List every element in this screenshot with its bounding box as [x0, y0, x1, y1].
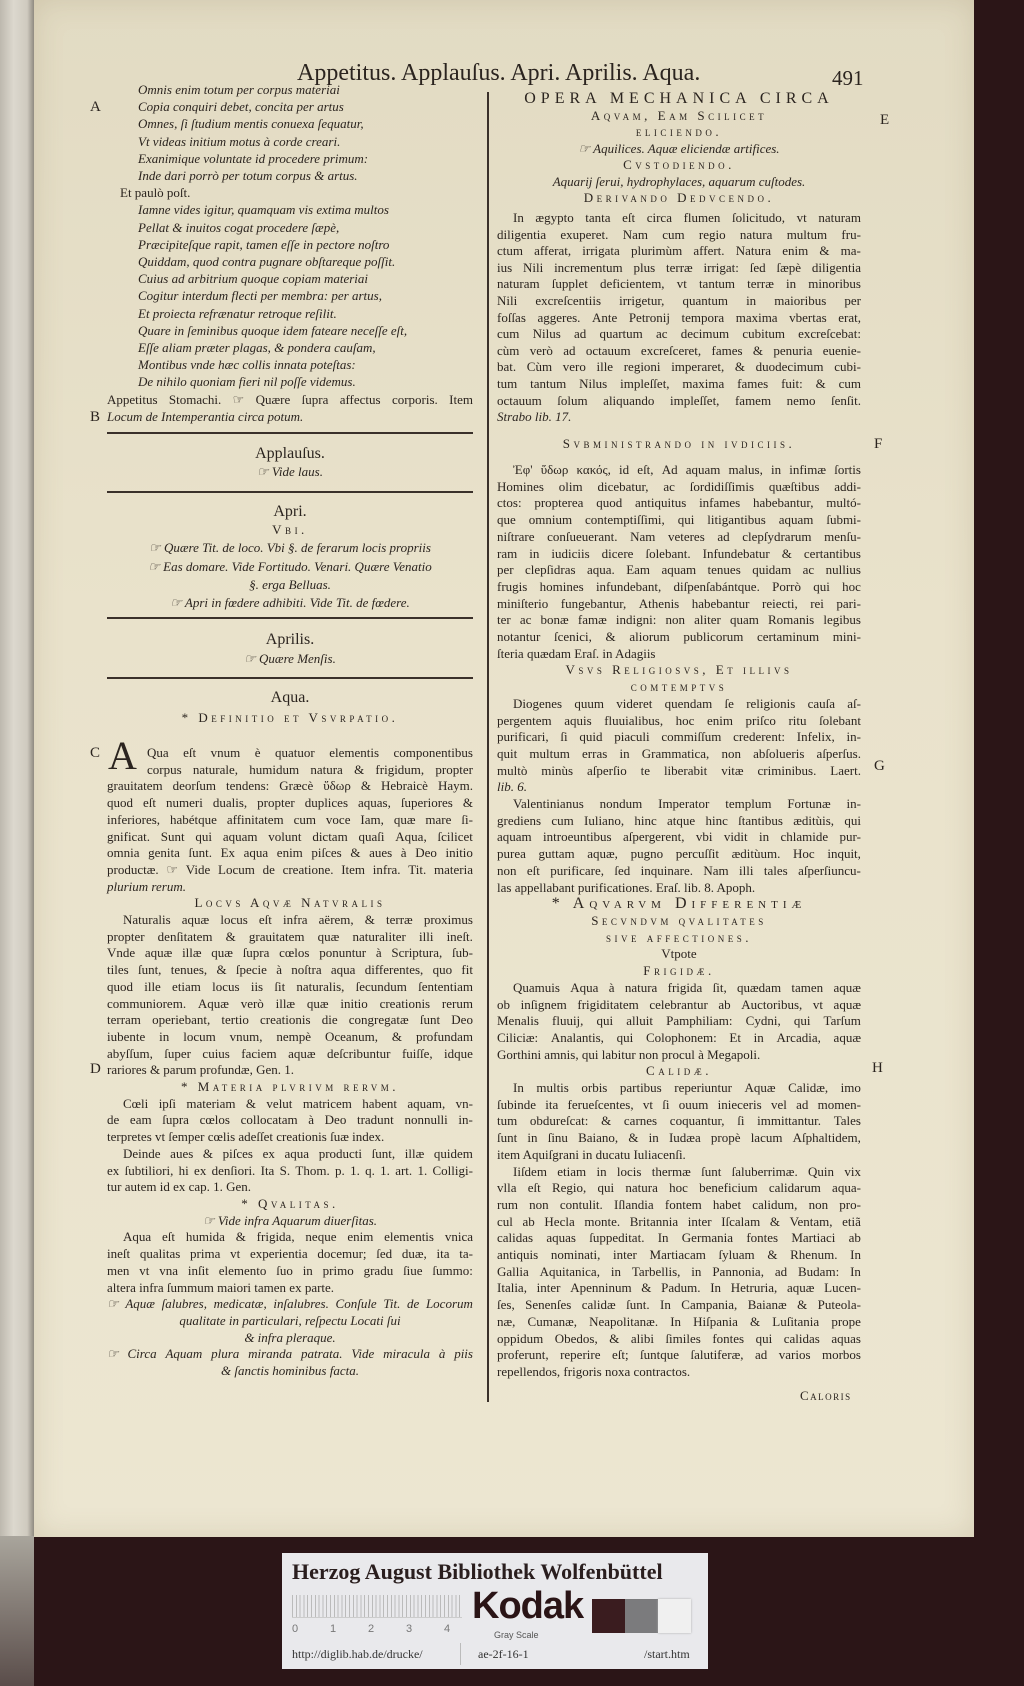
text-line: rum non contulit. Iſlandia fontem habet calidum, non pro-	[497, 1196, 861, 1212]
text-line: Appetitus Stomachi. ☞ Quære ſupra affectus corporis. Item	[107, 391, 473, 407]
section-rule	[107, 491, 473, 493]
text-line: Menalis fluuij, qui alluit Pamphiliam: Cydni, qui Tarſum	[497, 1013, 861, 1029]
text-line: tum obdureſcat: & carnes coquantur, ſi immittantur. Tales	[497, 1113, 861, 1129]
library-name: Herzog August Bibliothek Wolfenbüttel	[292, 1559, 663, 1584]
text-line: Quiddam, quod contra pugnare obſtareque poſſit.	[138, 254, 396, 270]
text-line: que omnium contemptiſſimi, qui litigantibus aquam ſubmi-	[497, 512, 861, 528]
text-line: Vsvs Religiosvs, Et illivs	[565, 662, 793, 678]
text-line: ☞ Apri in fœdere adhibiti. Vide Tit. de fœdere.	[170, 595, 410, 611]
text-line: diligentia exuperet. Nam cum regio natura multum fru-	[497, 226, 861, 242]
section-aprilis	[107, 630, 473, 668]
text-line: purificari, ſi quid piaculi commiſſum crederent: Infelix, in-	[497, 729, 861, 745]
section-rule	[107, 677, 473, 679]
text-line: gnificat. Sunt qui aquam volunt dictam quaſi Aqua, ſcilicet	[107, 828, 473, 844]
shelfmark: ae-2f-16-1	[478, 1647, 529, 1661]
text-line: ius Nili incrementum plus terræ irrigat: ſed ſæpè diligentia	[497, 259, 861, 275]
url-end: /start.htm	[644, 1647, 690, 1661]
ruler-number: 1	[330, 1623, 337, 1635]
text-line: Apri.	[273, 503, 307, 520]
margin-letter-a: A	[90, 99, 101, 115]
margin-letter-h: H	[872, 1060, 883, 1076]
text-line: tur autem id ex cap. 1. Gen.	[107, 1179, 252, 1195]
text-line: * Definitio et Vsvrpatio.	[181, 710, 399, 725]
text-line: ob inſignem frigiditatem celebrantur ab Auctoribus, vt aquæ	[497, 996, 861, 1012]
ruler-number: 0	[292, 1623, 299, 1635]
text-line: Secvndvm qvalitates	[591, 912, 767, 928]
text-line: Iiſdem etiam in locis thermæ ſunt ſaluberrimæ. Quin vix	[513, 1163, 861, 1179]
text-line: purea guttam aquæ, pugno percuſſit æditùum. Hoc inquit,	[497, 846, 861, 862]
text-line: niſtrare conſueuerant. Nam veteres ad clepſydrarum menſu-	[497, 528, 861, 544]
text-line: Gallia Aquitanica, in Tarbellis, in Pannonia, ad Budam: In	[497, 1263, 861, 1279]
text-line: communiorem. Aquæ verò illæ quæ initio creationis rerum	[107, 995, 473, 1011]
text-line: lib. 6.	[497, 779, 527, 795]
label-separator	[460, 1643, 461, 1665]
ruler-number: 3	[406, 1623, 413, 1635]
text-line: ☞ Aquilices. Aquæ eliciendæ artifices.	[578, 140, 780, 156]
text-line: Vnde aquæ illæ quæ ſupra cœlos ponuntur à Scriptura, ſub-	[107, 945, 473, 961]
section-apri	[107, 503, 473, 612]
text-line: cum Nilus ad quartum ac decimum cubitum excreſcebat:	[497, 326, 861, 342]
text-line: vlla eſt Regio, qui natura hoc beneficium calidarum aqua-	[497, 1180, 861, 1196]
book-gutter-shadow	[0, 1536, 34, 1686]
text-line: ſubinde ita ferueſcentes, vt ſi ouum inieceris vel ad momen-	[497, 1096, 861, 1112]
aqua-text	[107, 745, 473, 1380]
text-line: proferunt, reperire eſt; ſuntque ſalutiferæ, ad varios morbos	[497, 1347, 861, 1363]
text-line: * Qvalitas.	[241, 1195, 339, 1211]
verse-block	[107, 81, 473, 425]
text-line: Aprilis.	[265, 631, 315, 648]
text-line: Diogenes quum videret quendam ſe religionis cauſa aſ-	[513, 695, 861, 711]
text-line: omnia genita ſunt. Ex aqua enim piſces & aues à Deo initio	[107, 845, 473, 861]
text-line: Copia conquiri debet, concita per artus	[138, 99, 344, 115]
text-line: rariores & parum profundæ, Gen. 1.	[107, 1062, 295, 1078]
text-line: In ægypto tanta eſt circa flumen ſolicitudo, vt naturam	[513, 210, 861, 225]
text-line: ctos: propterea quod antiquitus infames habebantur, multó-	[497, 495, 861, 511]
text-line: Cogitur interdum flecti per membra: per artus,	[138, 288, 382, 304]
text-line: Aqvam, Eam Scilicet	[590, 107, 768, 123]
opera-mechanica-headings	[497, 91, 861, 207]
text-line: Svbministrando in ivdiciis.	[562, 436, 796, 451]
text-line: altera infra ſummum maiori tamen ex parte.	[107, 1279, 335, 1295]
ruler-number: 2	[368, 1623, 375, 1635]
text-line: ☞ Quære Tit. de loco. Vbi §. de ferarum locis propriis	[149, 540, 431, 556]
text-line: Locvs Aqvæ Natvralis	[194, 895, 386, 911]
text-line: Omnes, ſi ſtudium mentis conuexa ſequatur,	[138, 116, 364, 132]
text-line: eliciendo.	[635, 124, 723, 139]
text-line: item Aquiſgrani in ducatu Iuliacenſi.	[497, 1146, 686, 1162]
text-line: Strabo lib. 17.	[497, 409, 572, 425]
text-line: Eſſe aliam præter plagas, & pondera cauſam,	[138, 340, 376, 356]
catchword: Caloris	[800, 1388, 852, 1403]
text-line: ſunt in ſinu Baiano, & in Iudæa propè lacum Aſphaltidem,	[497, 1130, 861, 1146]
text-line: ſteria quædam Eraſ. in Adagiis	[497, 645, 656, 661]
text-line: octauum ſolum aliquando impleſſet, famem nemo ſenſit.	[497, 392, 861, 408]
text-line: ☞ Quære Menſis.	[244, 651, 336, 666]
text-line: ter ac bonæ famæ indigni: non aliter quam Romanis legibus	[497, 612, 861, 628]
text-line: Vt videas initium motus à corde creari.	[138, 133, 341, 149]
text-line: terram operiebant, tertio creationis die congregatæ ſunt Deo	[107, 1012, 473, 1028]
text-line: Qua eſt vnum è quatuor elementis componentibus	[147, 745, 473, 760]
text-line: Locum de Intemperantia circa potum.	[107, 408, 304, 424]
text-line: ineſt qualitas prima vt experientia docemur; ſed duæ, ita ta-	[107, 1246, 473, 1262]
text-line: ram in iudiciis dicere ſolebant. Infundebatur & certantibus	[497, 545, 861, 561]
text-line: Calidæ.	[646, 1063, 712, 1079]
text-line: Applauſus.	[255, 445, 325, 462]
text-line: Iamne vides igitur, quamquam vis extima multos	[138, 202, 389, 218]
text-line: tum tantum Nilus impleſſet, maxima fames fuit: & cum	[497, 375, 861, 391]
text-line: OPERA MECHANICA CIRCA	[524, 90, 834, 107]
text-line: calidas aquas ſuppeditat. In Germania fontes Martiaci ab	[497, 1230, 861, 1246]
text-line: ex ſubtiliori, hi ex denſiori. Ita S. Thom. p. 1. q. 1. art. 1. Colligi-	[107, 1162, 473, 1178]
text-line: propter denſitatem & grauitatem quæ naturaliter illi ineſt.	[107, 928, 473, 944]
text-line: las appellabant purificationes. Eraſ. lib. 8. Apoph.	[497, 879, 756, 895]
text-line: Montibus vnde hæc collis innata poteſtas:	[138, 357, 356, 373]
text-line: multò minùs aſperſio te liberabit vitæ criminibus. Laert.	[497, 762, 861, 778]
book-gutter	[0, 0, 34, 1686]
text-line: ☞ Vide laus.	[257, 464, 323, 479]
column-divider	[487, 92, 489, 1402]
section-aqua	[107, 688, 473, 728]
nile-paragraph	[497, 210, 861, 426]
text-line: Quamuis Aqua à natura frigida ſit, quædam tamen aquæ	[513, 979, 861, 995]
drop-cap: A	[108, 733, 137, 778]
gray-patch-mid	[625, 1599, 658, 1633]
text-line: Frigidæ.	[643, 963, 715, 979]
text-line: naturam ſupplet deficientem, vt tantum terræ in minoribus	[497, 276, 861, 292]
text-line: §. erga Belluas.	[249, 576, 331, 592]
text-line: pergentem aquis fluuialibus, hoc enim priſco ritu ſolebant	[497, 712, 861, 728]
text-line: Aqua.	[270, 689, 310, 706]
text-line: & infra pleraque.	[244, 1329, 336, 1345]
text-line: In multis orbis partibus reperiuntur Aquæ Calidæ, imo	[513, 1080, 861, 1096]
text-line: Italia, inter Apenninum & Padum. In Hetruria, aquæ Lucen-	[497, 1280, 861, 1296]
text-line: repellendos, frigoris noxa contractos.	[497, 1363, 691, 1379]
text-line: qualitate in particulari, reſpectu Locati ſui	[179, 1312, 401, 1328]
text-line: ☞ Aquæ ſalubres, medicatæ, inſalubres. Conſule Tit. de Locorum	[107, 1296, 473, 1312]
text-line: & ſanctis hominibus facta.	[221, 1363, 359, 1379]
gray-patch-dark	[592, 1599, 625, 1633]
text-line: cul ab Hecla monte. Britannia inter Iſcalam & Ventam, etiã	[497, 1213, 861, 1229]
gray-scale-caption: Gray Scale	[494, 1630, 539, 1640]
margin-letter-b: B	[90, 409, 101, 425]
text-line: de eam ſupra cœlos collocatam à Deo tradunt nonnulli in-	[107, 1112, 473, 1128]
text-line: næ, Cumanæ, Neapolitanæ. In Hiſpania & Luſitania prope	[497, 1313, 861, 1329]
margin-letter-g: G	[874, 758, 885, 774]
section-rule	[107, 432, 473, 434]
text-line: ☞ Vide infra Aquarum diuerſitas.	[202, 1212, 378, 1228]
text-line: inferiores, habétque affinitatem cum voce Iam, quæ mare ſi-	[107, 811, 473, 827]
text-line: Inde dari porrò per totum corpus & artus.	[138, 168, 358, 184]
text-line: aquam introeuntibus aſpergerent, vbi vidit in chlamide pur-	[497, 829, 861, 845]
text-line: Naturalis aquæ locus eſt infra aërem, & terræ proximus	[123, 912, 473, 928]
margin-letter-c: C	[90, 745, 101, 761]
text-line: men vt vna inſit elemento ſuo in primo gradu ſiue ſummo:	[107, 1262, 473, 1278]
margin-letter-f: F	[874, 436, 883, 452]
text-line: Et proiecta refrænatur retroque reſilit.	[138, 305, 337, 321]
text-line: Valentinianus nondum Imperator templum Fortunæ in-	[513, 796, 861, 812]
text-line: iubente in locum vnum, nempè Oceanum, & profundam	[107, 1028, 473, 1044]
text-line: non eſt purificare, ſed inquinare. Nam illi tales aſperſiuncu-	[497, 862, 861, 878]
text-line: Præcipiteſque rapit, tamen eſſe in pectore noſtro	[138, 236, 390, 252]
url-base: http://diglib.hab.de/drucke/	[292, 1647, 423, 1661]
text-line: Cœli ipſi materiam & velut matricem habent aquam, vn-	[123, 1095, 473, 1111]
section-rule	[107, 617, 473, 619]
text-line: Et paulò poſt.	[120, 185, 191, 201]
text-line: ☞ Eas domare. Vide Fortitudo. Venari. Quære Venatio	[148, 558, 432, 574]
text-line: grediens cum Iuliano, hinc atque hinc ſtantibus æditùis, qui	[497, 812, 861, 828]
text-line: Homines olim dicebatur, ac ſordidiſſimis quæſtibus addi-	[497, 478, 861, 494]
page-number: 491	[832, 66, 864, 90]
text-line: per clepſidras aqua. Eam aquam tenues quidam ac nullius	[497, 562, 861, 578]
library-color-target	[282, 1553, 708, 1669]
text-line: Nili excreſcentiis irrigetur, quantum in maioribus per	[497, 292, 861, 308]
text-line: ſive affectiones.	[605, 929, 752, 945]
text-line: Ἐφ' ὕδωρ κακός, id eſt, Ad aquam malus, in infimæ ſortis	[513, 462, 861, 477]
text-line: Cuius ad arbitrium quoque copiam materiai	[138, 271, 369, 287]
text-line: * Materia plvrivm rervm.	[180, 1079, 400, 1095]
section-applausus	[107, 445, 473, 481]
text-line: Gorthini amnis, qui labitur non procul à Megapoli.	[497, 1046, 761, 1062]
text-line: antiquis nominati, inter Martiacam ſyluam & Rhenum. In	[497, 1247, 861, 1263]
text-line: comtemptvs	[630, 679, 728, 695]
text-line: grauitatem deorſum tendens: Græcè ὕδωρ & Hebraicè Haym.	[107, 778, 473, 794]
text-line: frugis homines infundebant, diſpenſabántque. Porrò qui hoc	[497, 578, 861, 594]
text-line: plurium rerum.	[107, 878, 186, 894]
text-line: foſſas aggeres. Ante Petronij tempora maxima vbertas erat,	[497, 309, 861, 325]
text-line: Omnis enim totum per corpus materiai	[138, 82, 340, 97]
text-line: quod eſt numeri dualis, propter duplices aquas, ſuperiores &	[107, 795, 473, 811]
text-line: Pellat & inuitos cogat procedere ſæpè,	[138, 219, 340, 235]
text-line: bat. Cùm vero ille regioni imperaret, & duodecimum cubi-	[497, 359, 861, 375]
text-line: Quare in ſeminibus quoque idem fateare neceſſe eſt,	[138, 322, 408, 338]
text-line: miniſterio fungebantur, Athenis habebantur reiecti, rei pari-	[497, 595, 861, 611]
text-line: quit multum erras in Grammatica, non abſolueris aſperſus.	[497, 745, 861, 761]
text-line: ſes, Senenſes calidæ ſunt. In Campania, Baianæ & Puteola-	[497, 1297, 861, 1313]
text-line: tiles ſunt, tenues, & ſpecie à noſtra aqua differentes, quo fit	[107, 962, 473, 978]
text-line: notantur ſcenici, & aliorum publicorum certaminum mini-	[497, 629, 861, 645]
kodak-logo: Kodak	[472, 1585, 584, 1627]
text-line: Vbi.	[272, 522, 308, 538]
text-line: Deinde aues & piſces ex aqua producti ſunt, illæ quidem	[123, 1145, 473, 1161]
text-line: ☞ Circa Aquam plura miranda patrata. Vide miracula à piis	[107, 1346, 473, 1362]
text-line: productæ. ☞ Vide Locum de creatione. Item infra. Tit. materia	[107, 861, 473, 877]
text-line: abyſſum, ſuper cuius faciem aquæ deſcribuntur fuiſſe, idque	[107, 1045, 473, 1061]
text-line: Vtpote	[661, 946, 697, 962]
text-line: Derivando Dedvcendo.	[583, 190, 775, 205]
text-line: Cvstodiendo.	[623, 157, 735, 172]
ruler-number: 4	[444, 1623, 451, 1635]
margin-letter-e: E	[880, 112, 890, 128]
text-line: corpus naturale, humidum natura & frigidum, propter	[147, 761, 473, 777]
text-line: ctum afferat, irrigata plurimùm affert. Natura enim & ma-	[497, 243, 861, 259]
text-line: terpretes vt ſemper cœlis adeſſet creationis ſuæ index.	[107, 1129, 385, 1145]
text-line: cùm verò ad octauum excreſceret, fames & penuria euenie-	[497, 342, 861, 358]
text-line: Aqua eſt humida & frigida, neque enim elementis vnica	[123, 1229, 473, 1245]
text-line: Exanimique voluntate id procedere primum:	[138, 150, 369, 166]
right-text	[497, 462, 861, 1381]
ruler-scale	[292, 1595, 462, 1618]
page-title: Appetitus. Applauſus. Apri. Aprilis. Aqua.	[297, 60, 701, 86]
margin-letter-d: D	[90, 1061, 101, 1077]
gray-patch-light	[658, 1599, 691, 1633]
text-line: quod ille etiam locus iis ſit naturalis, ſecundum ſententiam	[107, 978, 473, 994]
text-line: Ciliciæ: Analantis, qui Colophonem: Et in Arcadia, aquæ	[497, 1029, 861, 1045]
subministrando-heading	[497, 435, 861, 452]
text-line: oppidum Obedos, & alibi ſimiles fontes qui calidas aquas	[497, 1330, 861, 1346]
text-line: * Aqvarvm Differentiæ	[551, 895, 807, 913]
text-line: Aquarij ſerui, hydrophylaces, aquarum cuſtodes.	[552, 173, 806, 189]
text-line: De nihilo quoniam fieri nil poſſe videmus.	[138, 374, 356, 390]
